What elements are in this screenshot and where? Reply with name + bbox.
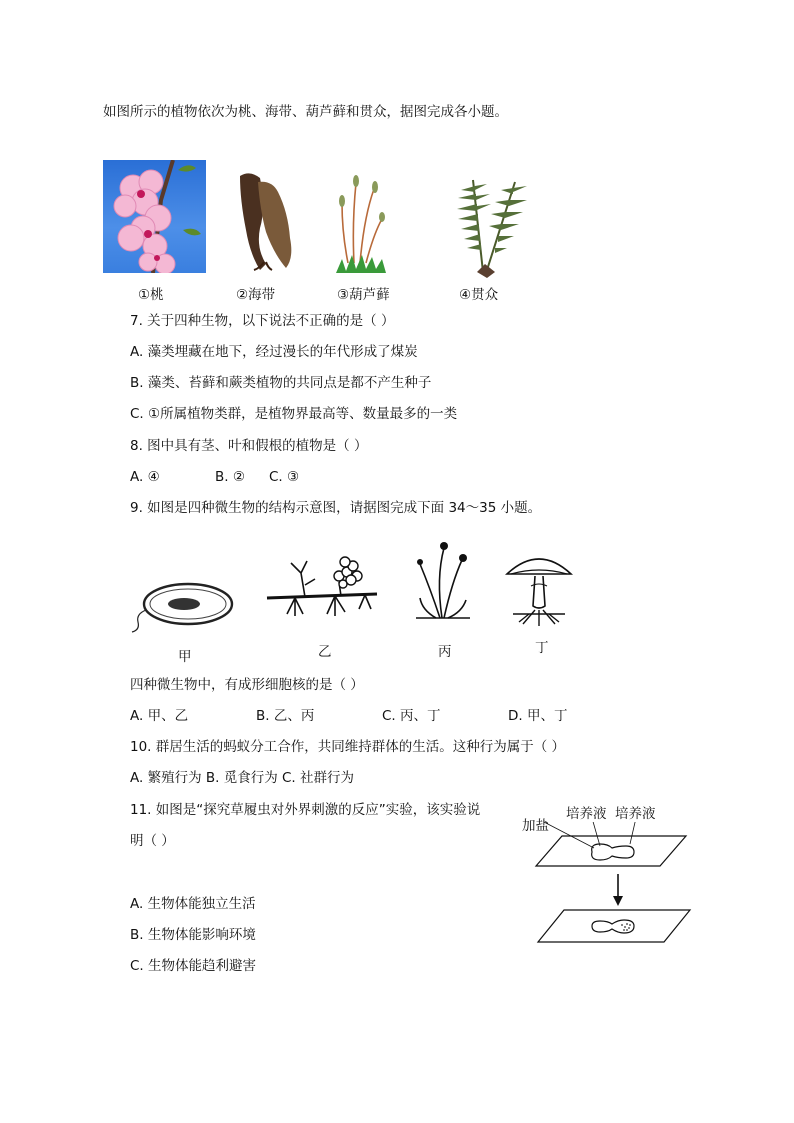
plant-caption-2: ②海带: [236, 287, 276, 303]
q11-option-b: B. 生物体能影响环境: [130, 927, 256, 943]
fern-image: [443, 172, 531, 280]
label-culture-2: 培养液: [615, 806, 656, 822]
mushroom-drawing: [505, 548, 573, 628]
q9-option-b: B. 乙、丙: [256, 708, 315, 724]
moss-image: [330, 163, 392, 277]
mushroom-like-drawing: [408, 530, 476, 624]
mold-drawing: [265, 550, 383, 630]
q8-option-a: A. ④: [130, 469, 160, 485]
label-jia: 甲: [178, 649, 192, 665]
q10-options: A. 繁殖行为 B. 觅食行为 C. 社群行为: [130, 770, 355, 786]
q7-stem: 7. 关于四种生物，以下说法不正确的是（ ）: [130, 313, 395, 329]
q11-stem-line2: 明（ ）: [130, 833, 175, 849]
label-yi: 乙: [318, 644, 332, 660]
q10-stem: 10. 群居生活的蚂蚁分工合作，共同维持群体的生活。这种行为属于（ ）: [130, 739, 566, 755]
label-culture-1: 培养液: [566, 806, 607, 822]
q7-option-c: C. ①所属植物类群，是植物界最高等、数量最多的一类: [130, 406, 458, 422]
plant-caption-1: ①桃: [138, 287, 164, 303]
paramecium-experiment-diagram: [534, 822, 694, 944]
peach-blossom-image: [103, 160, 206, 273]
q9-option-a: A. 甲、乙: [130, 708, 189, 724]
label-bing: 丙: [438, 644, 452, 660]
q9-option-d: D. 甲、丁: [508, 708, 568, 724]
q8-stem: 8. 图中具有茎、叶和假根的植物是（ ）: [130, 438, 368, 454]
q11-option-c: C. 生物体能趋利避害: [130, 958, 257, 974]
bacterium-drawing: [130, 578, 236, 634]
q8-option-b: B. ②: [215, 469, 245, 485]
q9-substem: 四种微生物中，有成形细胞核的是（ ）: [130, 677, 364, 693]
plant-caption-4: ④贯众: [459, 287, 499, 303]
q7-option-b: B. 藻类、苔藓和蕨类植物的共同点是都不产生种子: [130, 375, 432, 391]
q9-option-c: C. 丙、丁: [382, 708, 441, 724]
intro-text: 如图所示的植物依次为桃、海带、葫芦藓和贯众，据图完成各小题。: [103, 104, 508, 120]
plant-caption-3: ③葫芦藓: [337, 287, 390, 303]
kelp-image: [228, 168, 300, 274]
label-ding: 丁: [535, 640, 549, 656]
q7-option-a: A. 藻类埋藏在地下，经过漫长的年代形成了煤炭: [130, 344, 418, 360]
q8-option-c: C. ③: [269, 469, 300, 485]
q9-stem: 9. 如图是四种微生物的结构示意图，请据图完成下面 34～35 小题。: [130, 500, 542, 516]
label-add-salt: 加盐: [522, 818, 549, 834]
q11-stem-line1: 11. 如图是“探究草履虫对外界刺激的反应”实验，该实验说: [130, 802, 481, 818]
q11-option-a: A. 生物体能独立生活: [130, 896, 256, 912]
